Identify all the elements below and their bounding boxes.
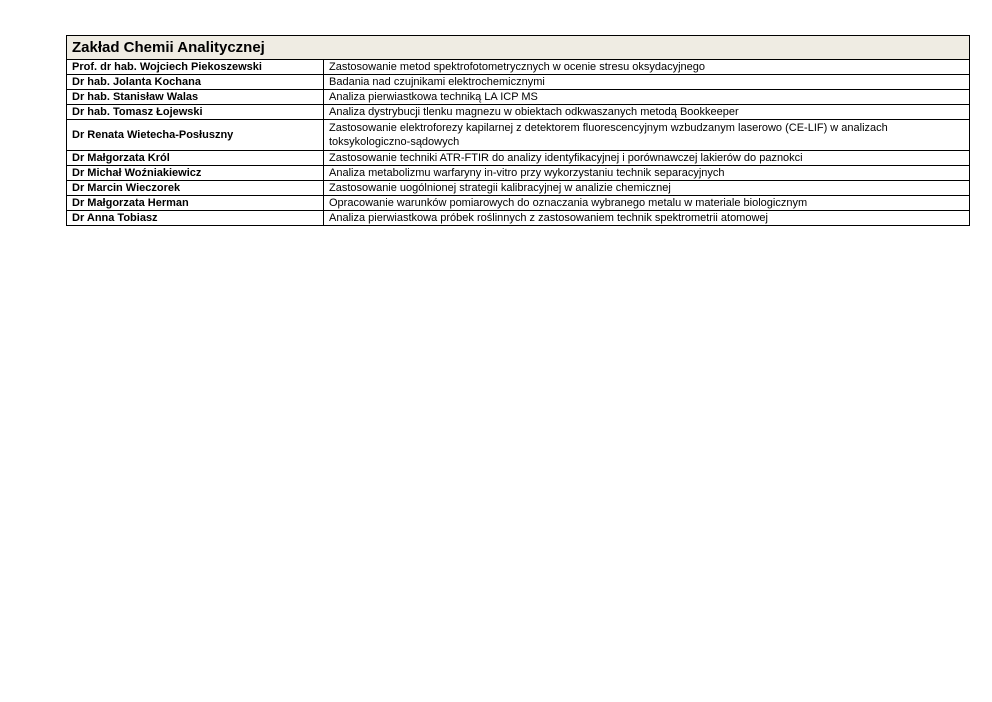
researcher-name: Dr Renata Wietecha-Posłuszny <box>67 120 324 151</box>
table-row <box>67 60 970 75</box>
research-topic: Zastosowanie metod spektrofotometrycznych w ocenie stresu oksydacyjnego <box>324 60 970 75</box>
table-row <box>67 75 970 90</box>
research-topic: Zastosowanie techniki ATR-FTIR do analizy identyfikacyjnej i porównawczej lakierów do paznokci <box>324 151 970 166</box>
research-topic: Zastosowanie uogólnionej strategii kalibracyjnej w analizie chemicznej <box>324 181 970 196</box>
table-row <box>67 90 970 105</box>
research-topic: Analiza metabolizmu warfaryny in-vitro przy wykorzystaniu technik separacyjnych <box>324 166 970 181</box>
research-topic: Analiza pierwiastkowa techniką LA ICP MS <box>324 90 970 105</box>
table-row <box>67 120 970 151</box>
table-row <box>67 166 970 181</box>
researcher-name: Dr hab. Jolanta Kochana <box>67 75 324 90</box>
table-title-row <box>67 36 970 60</box>
table-row <box>67 151 970 166</box>
research-topic: Badania nad czujnikami elektrochemicznymi <box>324 75 970 90</box>
research-topic: Analiza dystrybucji tlenku magnezu w obiektach odkwaszanych metodą Bookkeeper <box>324 105 970 120</box>
researcher-name: Dr Anna Tobiasz <box>67 211 324 226</box>
table-row <box>67 181 970 196</box>
researcher-name: Dr Małgorzata Król <box>67 151 324 166</box>
researcher-name: Dr hab. Tomasz Łojewski <box>67 105 324 120</box>
table-row <box>67 196 970 211</box>
research-topic: Analiza pierwiastkowa próbek roślinnych z zastosowaniem technik spektrometrii atomowej <box>324 211 970 226</box>
researcher-name: Dr Michał Woźniakiewicz <box>67 166 324 181</box>
researcher-name: Dr Marcin Wieczorek <box>67 181 324 196</box>
department-title: Zakład Chemii Analitycznej <box>67 36 970 60</box>
table-row <box>67 105 970 120</box>
research-topic: Opracowanie warunków pomiarowych do oznaczania wybranego metalu w materiale biologicznym <box>324 196 970 211</box>
researcher-name: Prof. dr hab. Wojciech Piekoszewski <box>67 60 324 75</box>
researcher-name: Dr Małgorzata Herman <box>67 196 324 211</box>
table-row <box>67 211 970 226</box>
department-topics-table <box>66 35 970 226</box>
research-topic: Zastosowanie elektroforezy kapilarnej z detektorem fluorescencyjnym wzbudzanym laserowo (CE-LIF) w analizach toksykologiczno-sądowych <box>324 120 970 151</box>
researcher-name: Dr hab. Stanisław Walas <box>67 90 324 105</box>
